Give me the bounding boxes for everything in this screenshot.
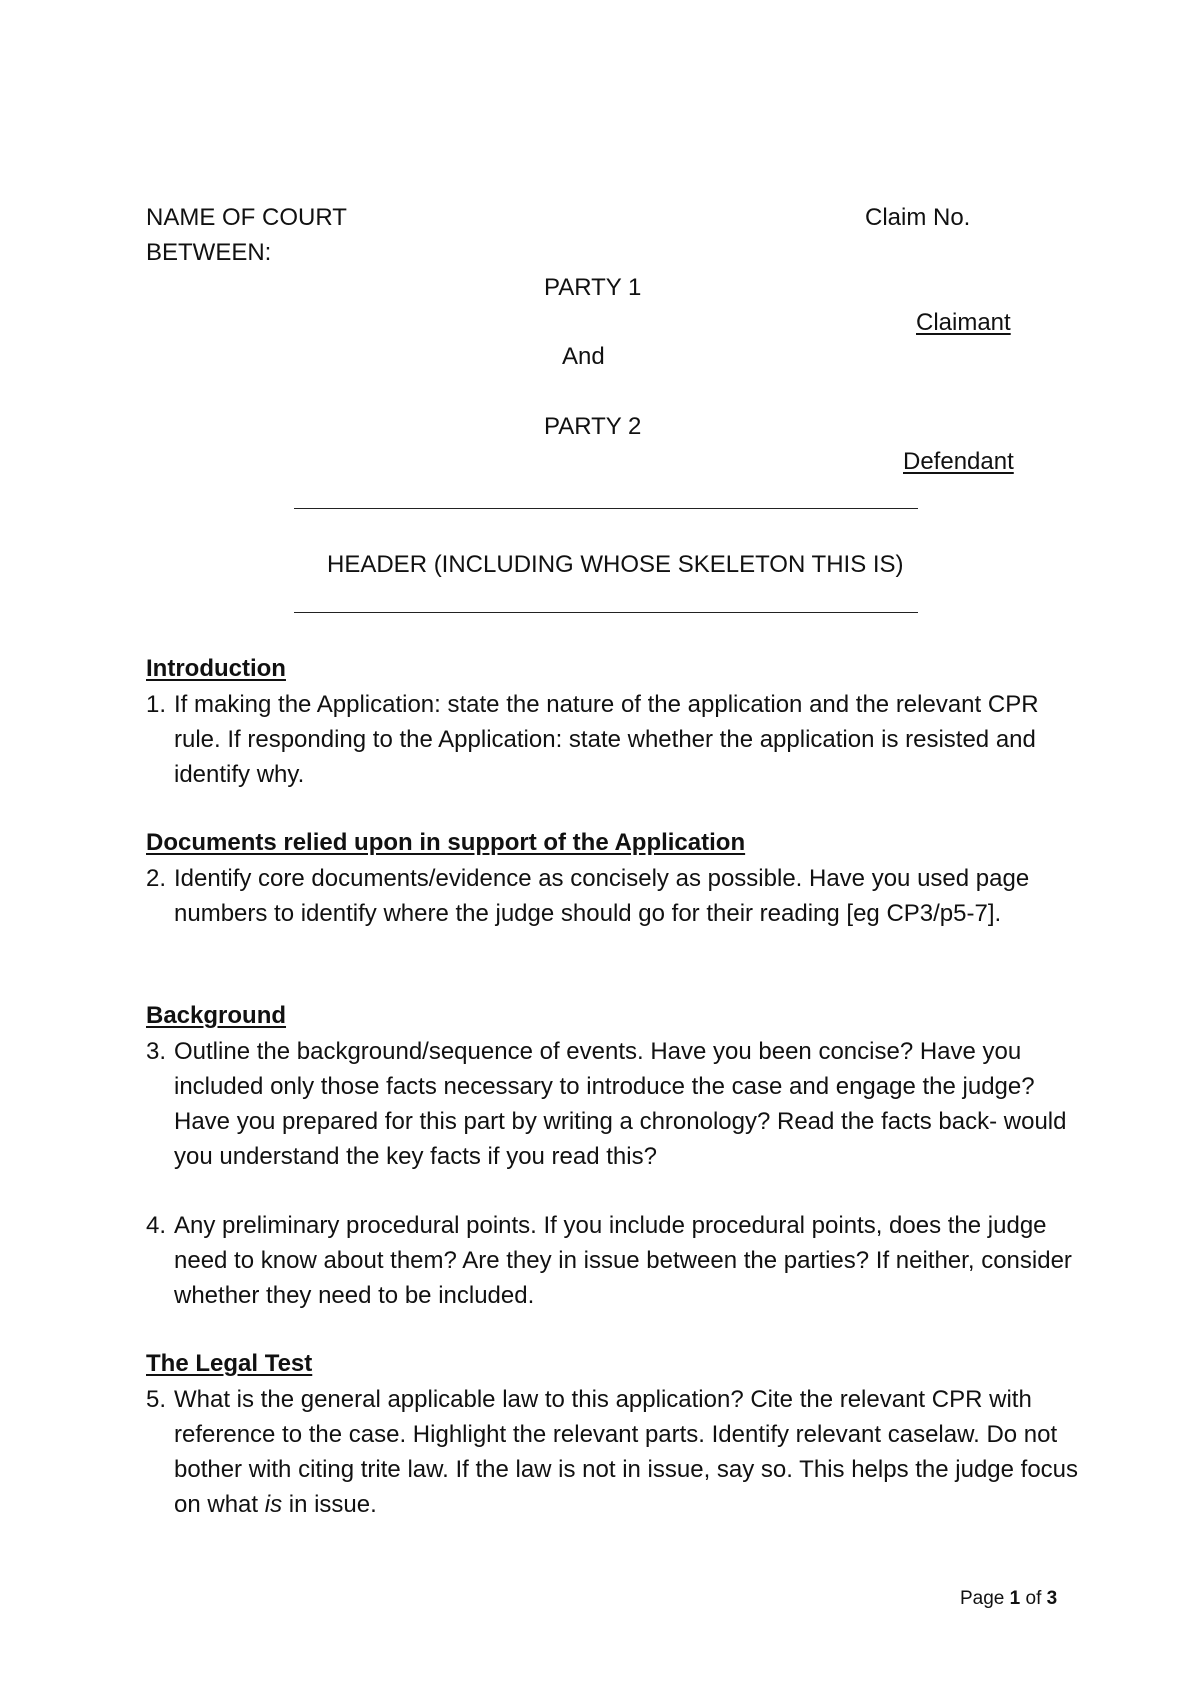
and-label: And xyxy=(562,343,605,370)
section-heading-introduction: Introduction xyxy=(146,655,286,682)
paragraph-text-main: What is the general applicable law to this application? Cite the relevant CPR with reference to the case. Highlight the relevant parts. Identify relevant caselaw. Do not bother with citing trite law. If the law is not in issue, say so. This helps the judge focus on what xyxy=(174,1386,1079,1518)
paragraph-number: 3. xyxy=(146,1038,167,1065)
paragraph-text: Identify core documents/evidence as concisely as possible. Have you used page numbers to identify where the judge should go for their reading [eg CP3/p5-7]. xyxy=(174,865,1030,927)
paragraph-text: If making the Application: state the nature of the application and the relevant CPR rule. If responding to the Application: state whether the application is resisted and identify why. xyxy=(174,691,1039,788)
section-heading-background: Background xyxy=(146,1002,287,1029)
party-1: PARTY 1 xyxy=(544,274,642,301)
section-heading-documents: Documents relied upon in support of the Application xyxy=(146,829,746,856)
between-label: BETWEEN: xyxy=(146,239,272,266)
paragraph-2 xyxy=(146,861,1086,931)
paragraph-text: Any preliminary procedural points. If you include procedural points, does the judge need to know about them? Are they in issue between the parties? If neither, consider whether they need to be included. xyxy=(174,1212,1072,1309)
claimant-role: Claimant xyxy=(916,309,1011,336)
party-2: PARTY 2 xyxy=(544,413,642,440)
paragraph-text-end: in issue. xyxy=(282,1491,377,1518)
skeleton-header-title: HEADER (INCLUDING WHOSE SKELETON THIS IS) xyxy=(327,551,904,578)
paragraph-number: 4. xyxy=(146,1212,167,1239)
current-page: 1 xyxy=(1009,1588,1021,1609)
page-word: Page xyxy=(960,1588,1005,1609)
paragraph-text: Outline the background/sequence of events. Have you been concise? Have you included only those facts necessary to introduce the case and engage the judge? Have you prepared for this part by writing a chronology? Read the facts back- would you understand the key facts if you read this? xyxy=(174,1038,1067,1170)
paragraph-3 xyxy=(146,1034,1086,1174)
court-name: NAME OF COURT xyxy=(146,204,347,231)
paragraph-text xyxy=(146,1382,1086,1522)
paragraph-number: 5. xyxy=(146,1386,167,1413)
of-word: of xyxy=(1025,1588,1042,1609)
page-number-footer xyxy=(960,1588,1057,1610)
header-rule-top xyxy=(294,508,918,509)
paragraph-1 xyxy=(146,687,1086,792)
paragraph-4 xyxy=(146,1208,1086,1313)
defendant-role: Defendant xyxy=(903,448,1014,475)
paragraph-5 xyxy=(146,1382,1086,1522)
paragraph-number: 1. xyxy=(146,691,167,718)
total-pages: 3 xyxy=(1046,1588,1058,1609)
emphasis-is: is xyxy=(264,1491,283,1518)
claim-number-label: Claim No. xyxy=(865,204,971,231)
paragraph-number: 2. xyxy=(146,865,167,892)
section-heading-legal-test: The Legal Test xyxy=(146,1350,313,1377)
header-rule-bottom xyxy=(294,612,918,613)
